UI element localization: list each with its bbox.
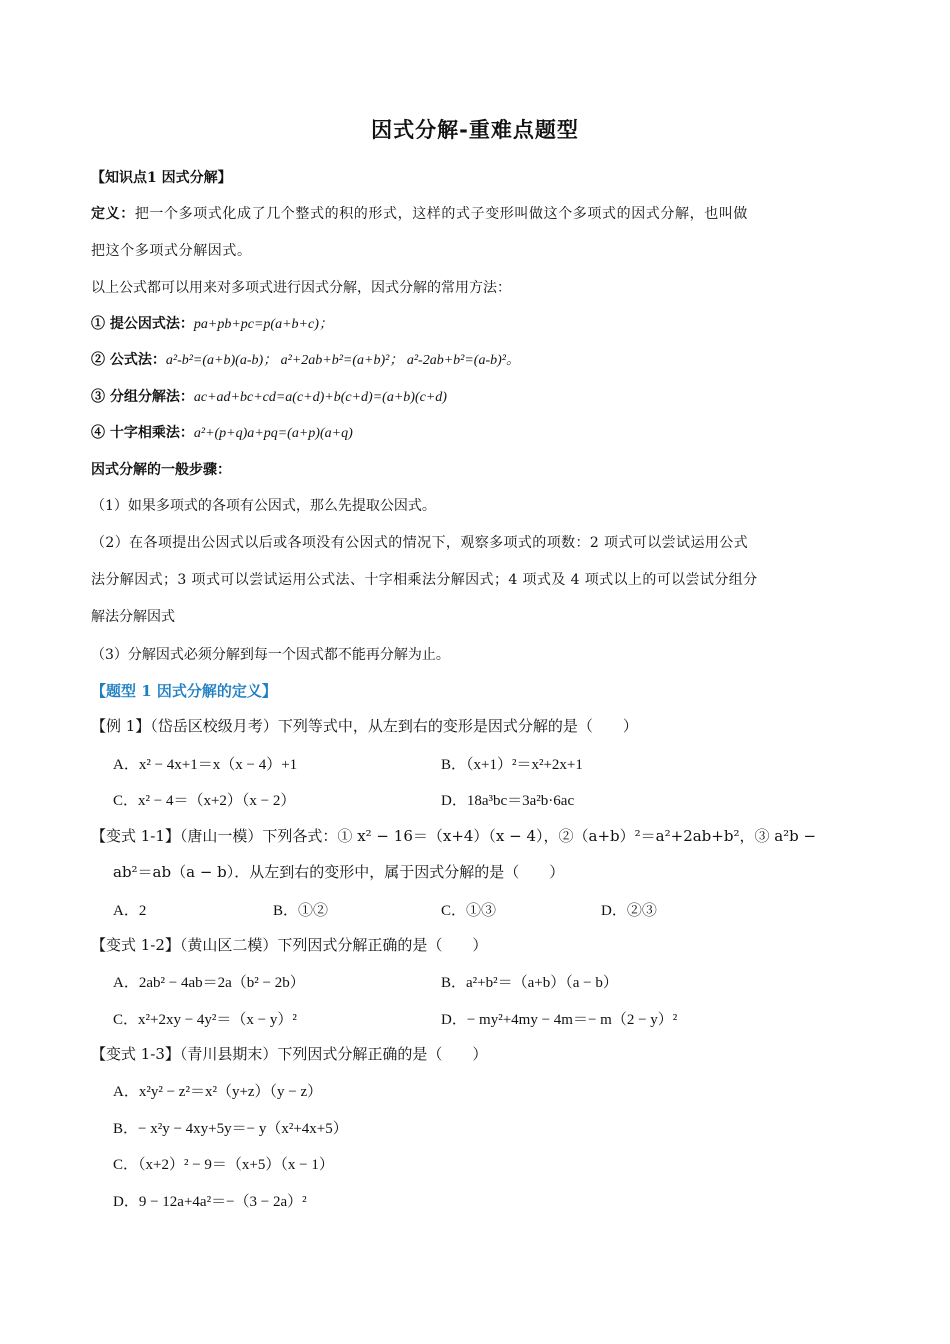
method-4-formula: a²+(p+q)a+pq=(a+p)(a+q) [193,426,353,441]
method-1-label: ① 提公因式法： [91,316,194,332]
example-1-option-a: A．x² − 4x+1＝x（x − 4）+1 [113,757,298,773]
step-2-line-3: 解法分解因式 [91,609,175,625]
definition-label: 定义： [91,206,135,222]
example-1-option-d: D．18a³bc＝3a²b·6ac [441,793,575,809]
variant-1-3-option-b: B．− x²y − 4xy+5y＝− y（x²+4x+5） [113,1121,348,1137]
method-1 [91,314,333,335]
method-4-label: ④ 十字相乘法： [91,425,194,441]
definition-line-1 [91,204,748,224]
method-2-formula: a²-b²=(a+b)(a-b)； a²+2ab+b²=(a+b)²； a²-2ab+b²=(a-b)²。 [165,353,520,368]
type-1-heading: 【题型 1 因式分解的定义】 [91,682,277,700]
method-2 [91,350,520,371]
example-1-stem: 【例 1】（岱岳区校级月考）下列等式中，从左到右的变形是因式分解的是（ ） [91,717,638,735]
step-2-line-2: 法分解因式；3 项式可以尝试运用公式法、十字相乘法分解因式；4 项式及 4 项式以上的可以尝试分组分 [91,572,758,588]
variant-1-3-stem: 【变式 1-3】（青川县期末）下列因式分解正确的是（ ） [91,1045,488,1063]
methods-intro: 以上公式都可以用来对多项式进行因式分解，因式分解的常用方法： [91,280,511,296]
example-1-option-b: B．（x+1）²＝x²+2x+1 [441,757,583,773]
variant-1-3-option-d: D．9 − 12a+4a²＝−（3 − 2a）² [113,1194,307,1210]
method-3-label: ③ 分组分解法： [91,389,194,405]
step-2-line-1: （2）在各项提出公因式以后或各项没有公因式的情况下，观察多项式的项数：2 项式可以尝试运用公式 [91,535,749,551]
variant-1-2-option-d: D．− my²+4my − 4m＝− m（2 − y）² [441,1012,678,1028]
method-3 [91,387,447,408]
variant-1-2-option-a: A．2ab² − 4ab＝2a（b² − 2b） [113,975,305,991]
variant-1-1-stem-line-2: ab²＝ab（a − b）．从左到右的变形中，属于因式分解的是（ ） [113,863,565,881]
step-1: （1）如果多项式的各项有公因式，那么先提取公因式。 [91,498,436,514]
definition-line-2: 把这个多项式分解因式。 [91,243,252,259]
variant-1-3-option-c: C．（x+2）² − 9＝（x+5）（x − 1） [113,1157,334,1173]
example-1-option-c: C．x² − 4＝（x+2）（x − 2） [113,793,296,809]
page-title: 因式分解-重难点题型 [371,118,579,142]
variant-1-2-option-b: B．a²+b²＝（a+b）（a − b） [441,975,618,991]
method-3-formula: ac+ad+bc+cd=a(c+d)+b(c+d)=(a+b)(c+d) [193,390,447,405]
method-2-label: ② 公式法： [91,352,166,368]
variant-1-1-stem-line-1: 【变式 1-1】（唐山一模）下列各式：① x² − 16＝（x+4）（x − 4），②（a+b）²＝a²+2ab+b²，③ a²b − [91,827,817,845]
steps-heading: 因式分解的一般步骤： [91,462,231,478]
variant-1-3-option-a: A．x²y² − z²＝x²（y+z）（y − z） [113,1084,323,1100]
definition-text: 把一个多项式化成了几个整式的积的形式，这样的式子变形叫做这个多项式的因式分解，也叫做 [134,206,749,222]
variant-1-1-option-a: A．2 [113,903,147,919]
knowledge-heading: 【知识点1 因式分解】 [91,170,232,186]
method-4 [91,423,353,444]
step-3: （3）分解因式必须分解到每一个因式都不能再分解为止。 [91,647,450,663]
method-1-formula: pa+pb+pc=p(a+b+c)； [193,317,333,332]
variant-1-1-option-b: B．①② [273,903,329,919]
variant-1-1-option-d: D．②③ [601,903,657,919]
variant-1-1-option-c: C．①③ [441,903,497,919]
variant-1-2-stem: 【变式 1-2】（黄山区二模）下列因式分解正确的是（ ） [91,936,488,954]
variant-1-2-option-c: C．x²+2xy − 4y²＝（x − y）² [113,1012,297,1028]
